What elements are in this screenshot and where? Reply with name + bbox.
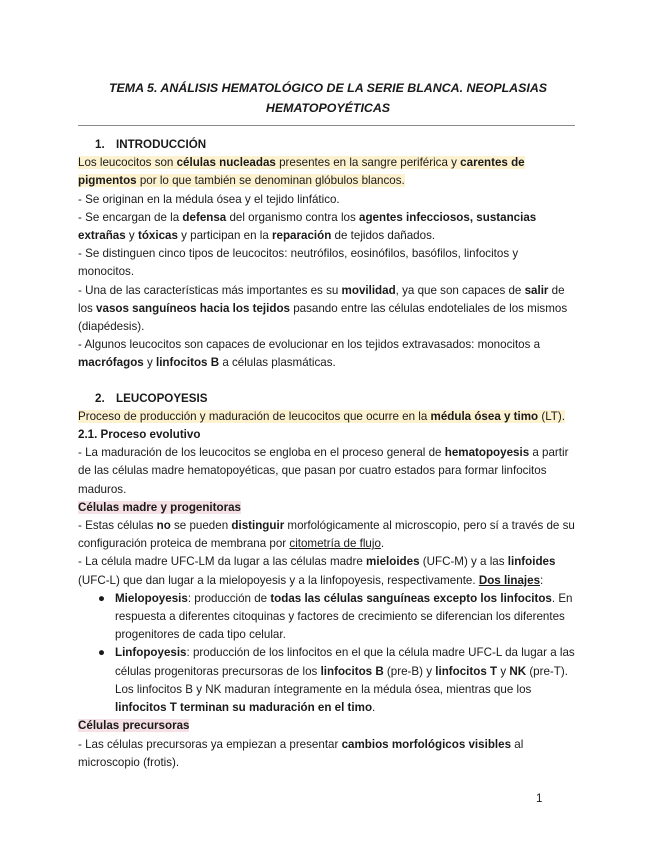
precursor-paragraph: - Las células precursoras ya empiezan a presentar cambios morfológicos visibles al microscopio (frotis). [78, 737, 524, 769]
section-gap [78, 373, 575, 390]
title-divider [78, 125, 575, 126]
lineage-list [78, 590, 575, 717]
leucopoyesis-definition [78, 408, 575, 426]
subsection-heading: 2.1. Proceso evolutivo [78, 428, 201, 442]
title-line-1: TEMA 5. ANÁLISIS HEMATOLÓGICO DE LA SERIE BLANCA. NEOPLASIAS [108, 81, 548, 95]
section-heading-introduccion: 1. INTRODUCCIÓN [95, 138, 207, 151]
label-stem-cells: Células madre y progenitoras [78, 500, 242, 514]
intro-definition [78, 154, 575, 190]
lineages-paragraph: - La célula madre UFC-LM da lugar a las células madre mieloides (UFC-M) y a las linfoides (UFC-L) que dan lugar a la mielopoyesis y a la linfopoyesis, respectivamente. Dos linajes: [78, 555, 556, 587]
stem-cells-paragraph: - Estas células no se pueden distinguir morfológicamente al microscopio, pero sí a través de su configuración proteica de membrana por citometría de flujo. [78, 519, 575, 551]
intro-types: - Se distinguen cinco tipos de leucocitos: neutrófilos, eosinófilos, basófilos, linfocitos y monocitos. [78, 247, 519, 279]
intro-function: - Se encargan de la defensa del organismo contra los agentes infecciosos, sustancias extrañas y tóxicas y participan en la reparación de tejidos dañados. [78, 210, 537, 243]
list-item-linfopoyesis: ● Linfopoyesis: producción de los linfocitos en el que la célula madre UFC-L da lugar a las células progenitoras precursoras de los linfocitos B (pre-B) y linfocitos T y NK (pre-T). Los linfocitos B y NK maduran íntegramente en la médula ósea, mientras que los linfocitos T terminan su maduración en el timo. [98, 646, 575, 715]
bullet-icon: ● [98, 646, 106, 660]
section-heading-leucopoyesis: 2. LEUCOPOYESIS [95, 391, 208, 405]
intro-mobility: - Una de las características más importantes es su movilidad, ya que son capaces de salir de los vasos sanguíneos hacia los tejidos pasando entre las células endoteliales de los mismos (diapédesis). [78, 283, 568, 334]
list-item-mielopoyesis: ● Mielopoyesis: producción de todas las células sanguíneas excepto los linfocitos. En respuesta a diferentes citoquinas y factores de crecimiento se diferencian los diferentes progenitores de cada tipo celular. [98, 591, 573, 642]
intro-origin: - Se originan en la médula ósea y el tejido linfático. [78, 192, 340, 206]
document-title [78, 78, 578, 118]
highlighted-definition: Proceso de producción y maduración de leucocitos que ocurre en la médula ósea y timo (LT). [78, 409, 565, 423]
page-number: 1 [536, 792, 543, 805]
evolution-paragraph: - La maduración de los leucocitos se engloba en el proceso general de hematopoyesis a partir de las células madre hematopoyéticas, que pasan por cuatro estados para formar linfocitos maduros. [78, 446, 569, 496]
label-precursor-cells: Células precursoras [78, 719, 190, 733]
highlighted-definition: Los leucocitos son células nucleadas presentes en la sangre periférica y carentes de pigmentos por lo que también se denominan glóbulos blancos. [78, 156, 525, 188]
bullet-icon: ● [98, 591, 106, 605]
document-body [78, 136, 575, 772]
title-line-2: HEMATOPOYÉTICAS [265, 101, 391, 115]
intro-evolution: - Algunos leucocitos son capaces de evolucionar en los tejidos extravasados: monocitos a macrófagos y linfocitos B a células plasmáticas. [78, 338, 541, 370]
